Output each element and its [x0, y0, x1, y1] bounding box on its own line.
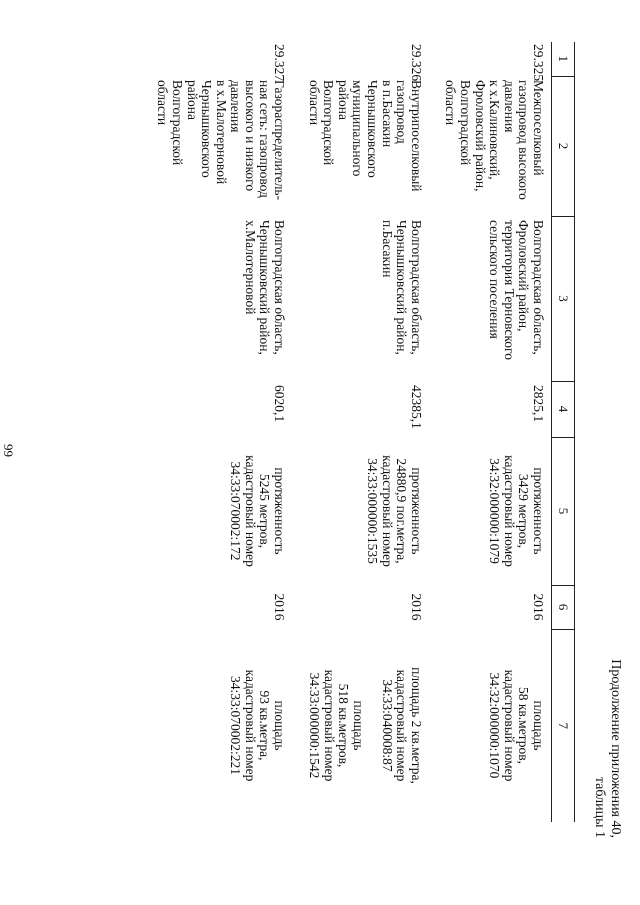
- column-header: 6: [552, 585, 575, 629]
- object-location-line: Чернышковский район,: [257, 220, 273, 355]
- object-name-line: Волгоградской: [458, 80, 474, 166]
- column-header: 3: [552, 216, 575, 381]
- commission-year: 2016: [531, 593, 546, 621]
- land-plot-info-line: 34:33:040008:87: [379, 679, 395, 772]
- object-name-line: Газораспределитель-: [272, 80, 288, 201]
- object-characteristics-line: кадастровый номер: [242, 455, 258, 567]
- object-characteristics-line: протяженность: [531, 467, 546, 555]
- object-name-line: высокого и низкого: [242, 80, 258, 192]
- land-plot-info-line: 34:32:000000:1070: [487, 672, 503, 779]
- land-plot-info-line: кадастровый номер: [394, 669, 410, 782]
- object-characteristics: [292, 437, 429, 585]
- object-name-line: Межпоселковый: [531, 80, 546, 176]
- column-header: 7: [552, 629, 575, 822]
- object-name-line: Чернышковского: [199, 80, 215, 178]
- object-characteristics-line: 34:33:070002:172: [228, 461, 244, 561]
- land-plot-info: [141, 629, 292, 822]
- land-plot-info-line: кадастровый номер: [242, 669, 258, 782]
- table-row: [292, 42, 429, 822]
- object-location-line: территория Терновского: [501, 220, 517, 360]
- object-name-line: района: [184, 80, 200, 120]
- column-header: 4: [552, 381, 575, 437]
- header-row: [552, 42, 575, 822]
- object-name-line: давления: [228, 80, 244, 133]
- object-location-line: Чернышковский район,: [394, 220, 410, 355]
- object-name-line: к х.Калиновский,: [487, 80, 503, 180]
- land-plot-info: [429, 629, 552, 822]
- property-table: [141, 42, 575, 822]
- table-row: [141, 42, 292, 822]
- row-number: 29.325: [531, 44, 546, 82]
- object-characteristics-line: 24880,9 пог.метра,: [394, 458, 410, 564]
- book-value: 2825,1: [531, 385, 546, 423]
- object-name-line: давления: [501, 80, 517, 133]
- row-number: 29.327: [272, 44, 288, 82]
- object-location-line: Волгоградская область,: [272, 220, 288, 355]
- land-plot-gap: [365, 633, 379, 818]
- land-plot-info-line: площадь: [351, 700, 367, 751]
- object-location: [292, 216, 429, 381]
- object-name-line: в х.Малотерновой: [213, 80, 229, 185]
- object-location: [141, 216, 292, 381]
- heading-line-1: Продолжение приложения 40,: [608, 659, 623, 838]
- object-name-line: муниципального: [350, 80, 366, 177]
- object-name-line: газопровод высокого: [516, 80, 532, 200]
- column-header: 1: [552, 42, 575, 76]
- object-name: [141, 76, 292, 216]
- heading-line-2: таблицы 1: [592, 776, 607, 838]
- object-name: [429, 76, 552, 216]
- land-plot-info-line: 34:33:070002:221: [228, 675, 244, 775]
- land-plot-info-line: площадь: [272, 700, 288, 751]
- land-plot-info-line: 93 кв.метра,: [257, 690, 273, 761]
- object-name-line: Фроловский район,: [472, 80, 488, 192]
- object-characteristics-line: 3429 метров,: [516, 473, 532, 549]
- commission-year: 2016: [272, 593, 288, 621]
- object-name-line: области: [155, 80, 171, 126]
- object-name: [292, 76, 429, 216]
- object-name-line: Волгоградской: [321, 80, 337, 166]
- object-name-line: области: [443, 80, 459, 126]
- object-name-line: Чернышковского: [365, 80, 381, 178]
- object-characteristics-line: кадастровый номер: [379, 455, 395, 567]
- object-name-line: района: [335, 80, 351, 120]
- object-location-line: п.Басакин: [379, 220, 395, 278]
- row-number: 29.326: [408, 44, 424, 82]
- rotated-page: [69, 18, 629, 860]
- object-location-line: Фроловский район,: [516, 220, 532, 332]
- appendix-heading: [591, 659, 623, 838]
- object-location-line: Волгоградская область,: [408, 220, 424, 355]
- object-characteristics-line: кадастровый номер: [501, 455, 517, 567]
- land-plot-info-line: кадастровый номер: [321, 669, 337, 782]
- land-plot-info-line: кадастровый номер: [501, 669, 517, 782]
- book-value: 42385,1: [408, 385, 424, 429]
- commission-year: 2016: [408, 593, 424, 621]
- object-name-line: газопровод: [394, 80, 410, 144]
- page-number: 99: [1, 444, 16, 457]
- column-header: 2: [552, 76, 575, 216]
- object-characteristics-line: протяженность: [408, 467, 424, 555]
- object-characteristics-line: протяженность: [272, 467, 288, 555]
- object-name-line: ная сеть: газопровод: [257, 80, 273, 198]
- object-characteristics: [429, 437, 552, 585]
- object-name-line: Внутрипоселковый: [408, 80, 424, 192]
- object-location-line: х.Малотерновой: [242, 220, 258, 315]
- land-plot-info-line: площадь 2 кв.метра,: [408, 667, 424, 784]
- object-name-line: Волгоградской: [169, 80, 185, 166]
- object-location: [429, 216, 552, 381]
- object-characteristics: [141, 437, 292, 585]
- table-row: [429, 42, 552, 822]
- land-plot-info-line: 58 кв.метров,: [516, 686, 532, 765]
- book-value: 6020,1: [272, 385, 288, 423]
- column-header: 5: [552, 437, 575, 585]
- land-plot-info-line: площадь: [531, 700, 546, 751]
- object-characteristics-line: 34:32:000000:1079: [487, 458, 503, 564]
- object-location-line: Волгоградская область,: [531, 220, 546, 355]
- object-characteristics-line: 5245 метров,: [257, 473, 273, 549]
- object-name-line: в п.Басакин: [379, 80, 395, 148]
- land-plot-info: [292, 629, 429, 822]
- land-plot-info-line: 518 кв.метров,: [336, 683, 352, 768]
- land-plot-info-line: 34:33:000000:1542: [307, 672, 323, 779]
- object-characteristics-line: 34:33:000000:1535: [365, 458, 381, 564]
- object-name-line: области: [306, 80, 322, 126]
- object-location-line: сельского поселения: [487, 220, 503, 339]
